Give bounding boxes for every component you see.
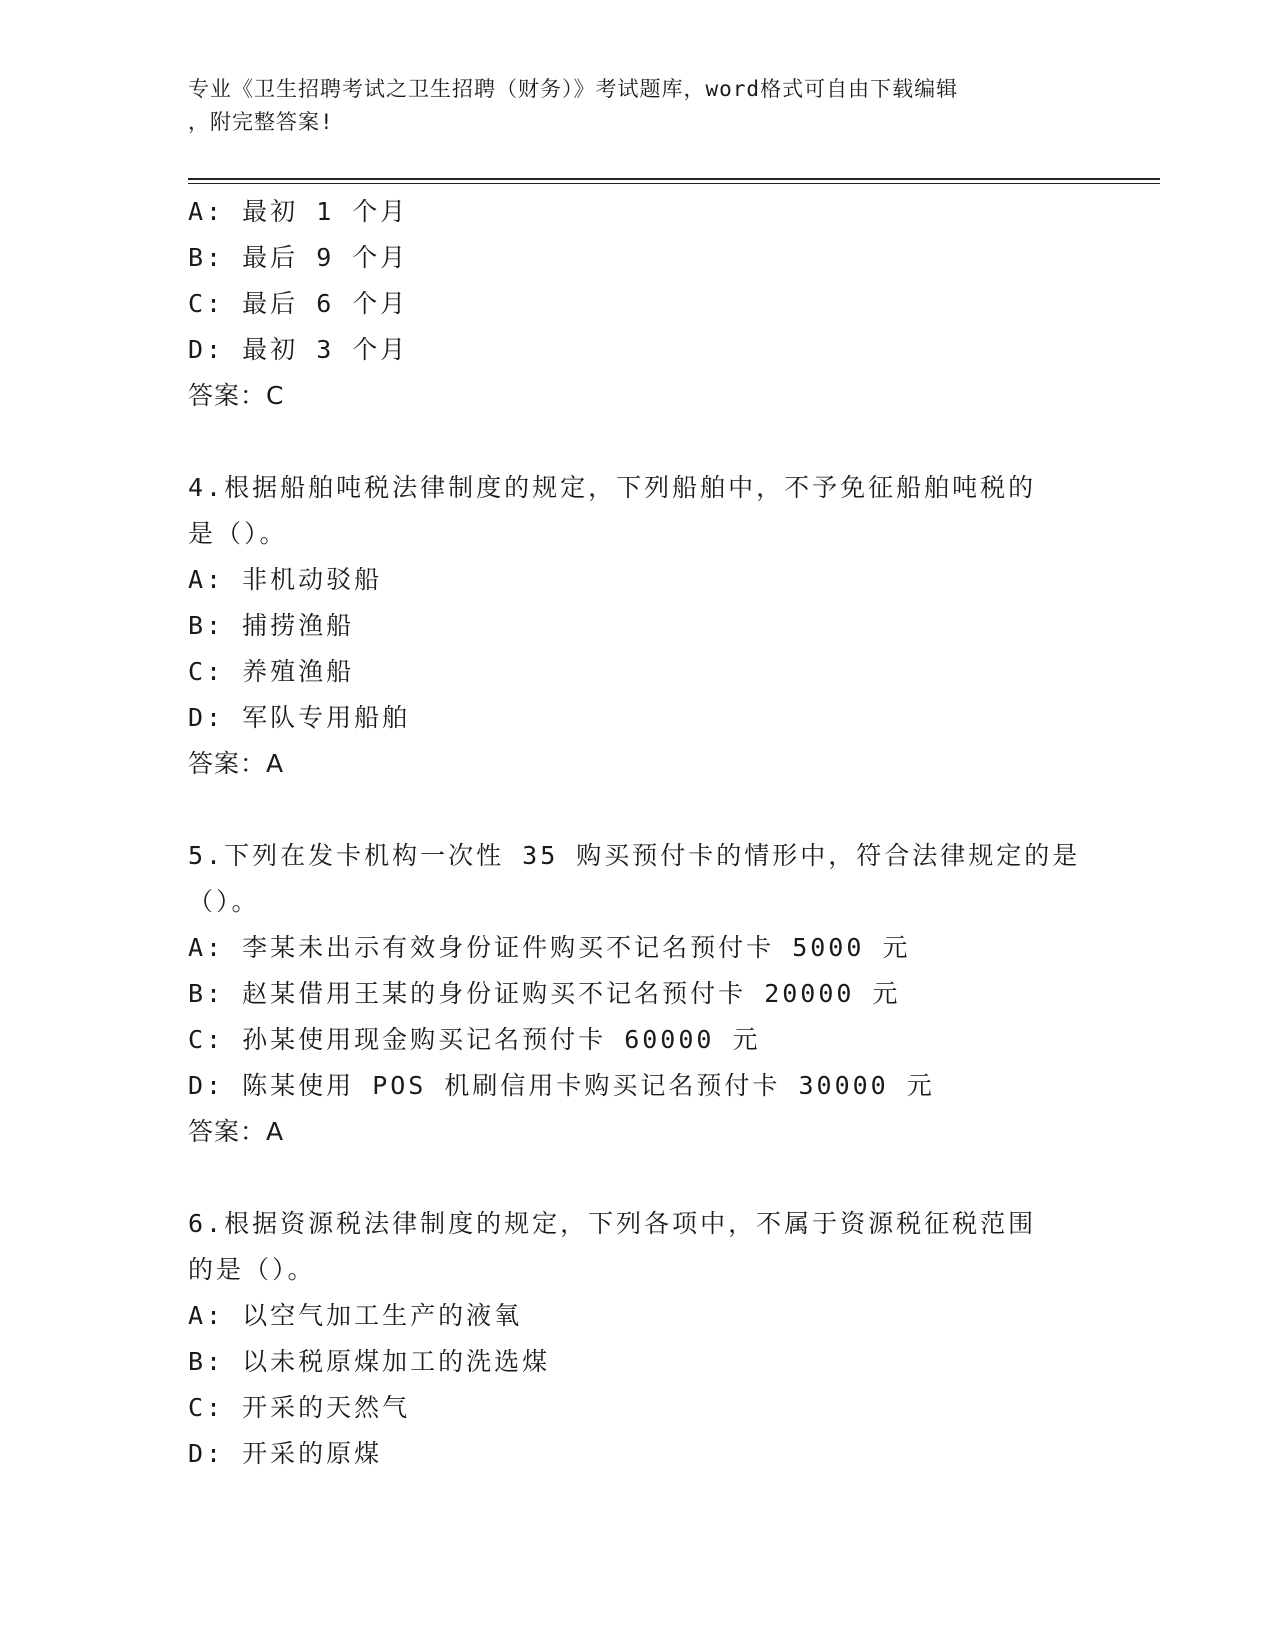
spacer xyxy=(188,1155,1088,1201)
spacer xyxy=(188,419,1088,465)
option-d: D: 陈某使用 POS 机刷信用卡购买记名预付卡 30000 元 xyxy=(188,1071,935,1100)
question-list xyxy=(188,189,1088,1477)
question-3 xyxy=(188,189,1088,419)
option-c: C: 孙某使用现金购买记名预付卡 60000 元 xyxy=(188,1025,761,1054)
document-header xyxy=(188,73,1088,139)
option-b: B: 赵某借用王某的身份证购买不记名预付卡 20000 元 xyxy=(188,979,901,1008)
option-d: D: 军队专用船舶 xyxy=(188,703,411,732)
option-a: A: 非机动驳船 xyxy=(188,565,383,594)
option-a: A: 以空气加工生产的液氧 xyxy=(188,1301,523,1330)
question-5 xyxy=(188,833,1088,1155)
option-d: D: 最初 3 个月 xyxy=(188,335,409,364)
option-b: B: 以未税原煤加工的洗选煤 xyxy=(188,1347,551,1376)
question-6 xyxy=(188,1201,1088,1477)
option-c: C: 开采的天然气 xyxy=(188,1393,411,1422)
header-divider-thick xyxy=(188,178,1160,180)
question-stem-line-2: 的是（）。 xyxy=(188,1255,316,1284)
question-4 xyxy=(188,465,1088,787)
option-b: B: 最后 9 个月 xyxy=(188,243,409,272)
question-stem-line-1: 6.根据资源税法律制度的规定，下列各项中，不属于资源税征税范围 xyxy=(188,1209,1037,1238)
answer: 答案：A xyxy=(188,1117,285,1146)
header-line-1: 专业《卫生招聘考试之卫生招聘（财务）》考试题库，word格式可自由下载编辑 xyxy=(188,77,959,101)
question-stem-line-2: 是（）。 xyxy=(188,519,288,548)
question-stem-line-1: 5.下列在发卡机构一次性 35 购买预付卡的情形中，符合法律规定的是 xyxy=(188,841,1081,870)
option-a: A: 李某未出示有效身份证件购买不记名预付卡 5000 元 xyxy=(188,933,911,962)
spacer xyxy=(188,787,1088,833)
header-divider-thin xyxy=(188,183,1160,184)
header-line-2: ，附完整答案! xyxy=(188,110,334,134)
answer: 答案：A xyxy=(188,749,285,778)
question-stem-line-1: 4.根据船舶吨税法律制度的规定，下列船舶中，不予免征船舶吨税的 xyxy=(188,473,1037,502)
option-c: C: 最后 6 个月 xyxy=(188,289,409,318)
option-b: B: 捕捞渔船 xyxy=(188,611,355,640)
answer: 答案：C xyxy=(188,381,285,410)
option-c: C: 养殖渔船 xyxy=(188,657,355,686)
option-a: A: 最初 1 个月 xyxy=(188,197,409,226)
question-stem-line-2: （）。 xyxy=(188,887,260,916)
option-d: D: 开采的原煤 xyxy=(188,1439,383,1468)
